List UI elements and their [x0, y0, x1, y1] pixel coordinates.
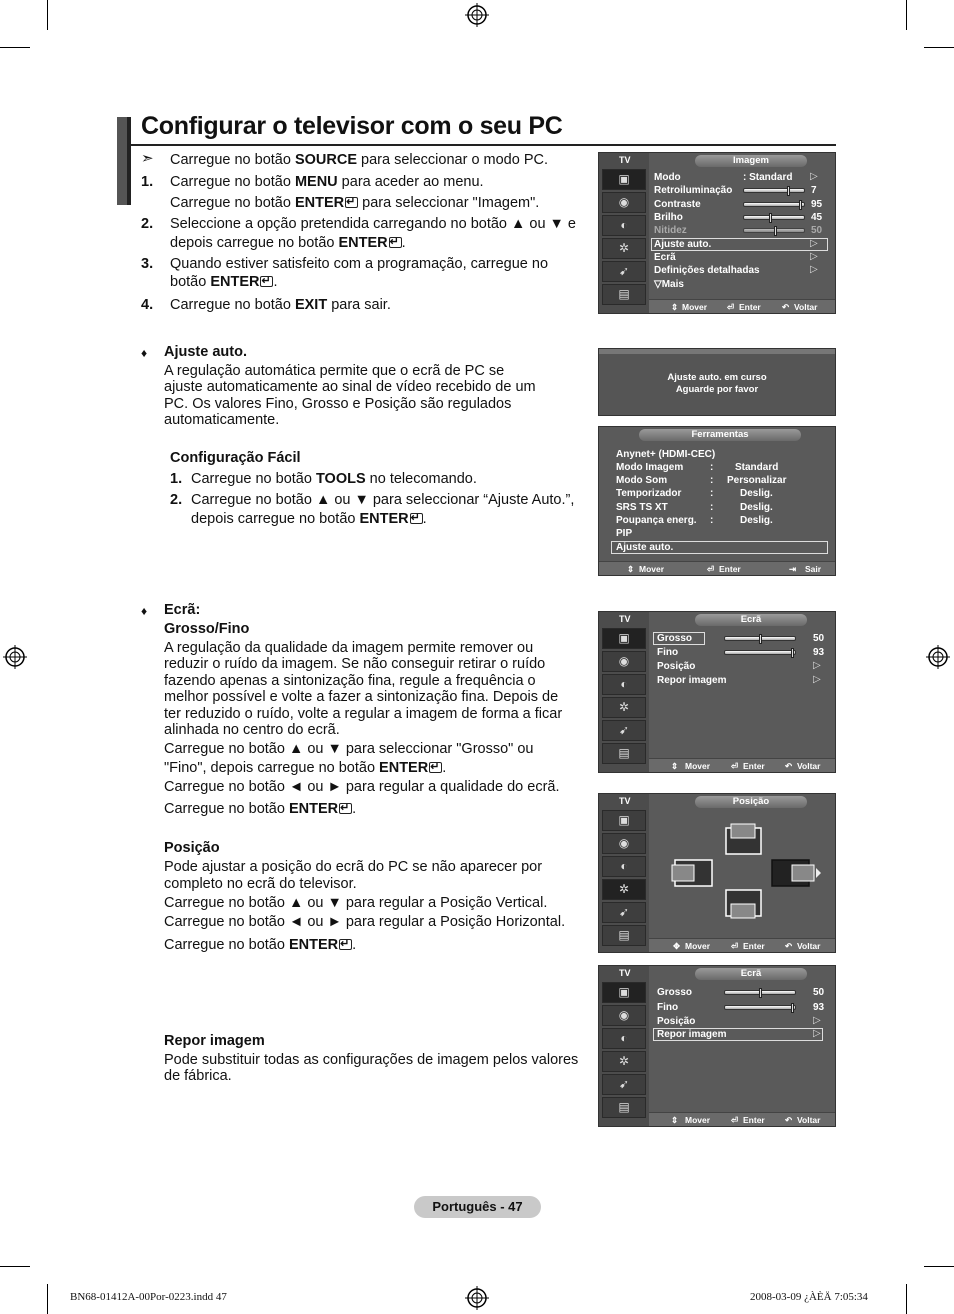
step-2-line-2: depois carregue no botão ENTER↵ . — [170, 235, 406, 252]
osd-slider-knob[interactable] — [769, 213, 772, 223]
sub-heading: Grosso/Fino — [164, 621, 250, 637]
osd-row-label[interactable]: Modo Imagem — [616, 462, 684, 473]
paragraph-line: fazendo apenas a sintonização fina, regule a frequência o — [164, 673, 536, 689]
osd-header: Imagem — [695, 155, 807, 167]
setup-icon: ✲ — [602, 697, 646, 718]
sub-heading: Posição — [164, 840, 220, 856]
osd-row-label[interactable]: Ajuste auto. — [616, 542, 674, 553]
enter-icon — [260, 276, 273, 287]
tools-step-line: Carregue no botão ▲ ou ▼ para seleccionar “Ajuste Auto.”, — [191, 492, 575, 508]
move-icon: ⇕ — [671, 1115, 679, 1125]
step-3-line-2: botão ENTER↵ . — [170, 274, 278, 291]
osd-row-value: : Standard — [743, 172, 793, 183]
arrow-right-icon: ▷ — [813, 674, 821, 685]
step-1-line-1: Carregue no botão MENU para aceder ao menu. — [170, 174, 484, 190]
paragraph-line: de fábrica. — [164, 1068, 232, 1084]
osd-row-label[interactable]: Poupança energ. — [616, 515, 697, 526]
timestamp-slug: 2008-03-09 ¿ÀÈÄ 7:05:34 — [750, 1291, 868, 1303]
step-number: 2. — [141, 216, 154, 232]
input-icon: ➹ — [602, 1074, 646, 1095]
osd-footer-back: Voltar — [797, 761, 821, 771]
osd-tools-menu — [598, 426, 836, 576]
page-title: Configurar o televisor com o seu PC — [141, 112, 563, 140]
paragraph-line: A regulação automática permite que o ecrã de PC se — [164, 363, 505, 379]
osd-row-sep: : — [710, 502, 714, 513]
osd-row-value: 45 — [811, 212, 823, 223]
page-number-badge: Português - 47 — [414, 1196, 541, 1218]
osd-slider — [724, 1005, 796, 1010]
enter-icon — [345, 197, 358, 208]
osd-footer — [649, 938, 835, 952]
application-icon: ▤ — [602, 743, 646, 764]
paragraph-line: Pode substituir todas as configurações de imagem pelos valores — [164, 1052, 579, 1068]
osd-tv-label: TV — [619, 614, 631, 624]
osd-row-label[interactable]: Repor imagem — [657, 1029, 727, 1040]
osd-slider — [743, 202, 805, 207]
osd-row-label[interactable]: Ajuste auto. — [654, 239, 712, 250]
paragraph-line: completo no ecrã do televisor. — [164, 876, 357, 892]
setup-icon: ✲ — [602, 238, 646, 259]
section-heading: Ajuste auto. — [164, 344, 247, 360]
osd-slider-knob[interactable] — [774, 226, 777, 236]
osd-auto-adjust-dialog — [598, 348, 836, 416]
osd-row-value: Standard — [735, 462, 779, 473]
osd-footer — [649, 758, 835, 772]
osd-footer-enter: Enter — [739, 302, 761, 312]
osd-row-label[interactable]: Fino — [657, 647, 679, 658]
picture-icon: ▣ — [602, 810, 646, 831]
return-icon: ↶ — [785, 761, 793, 771]
osd-row-label[interactable]: Posição — [657, 1016, 696, 1027]
enter-icon: ⏎ — [731, 1115, 739, 1125]
step-number: 2. — [170, 492, 183, 508]
osd-dialog-header — [599, 349, 835, 354]
osd-footer-move: Mover — [685, 1115, 711, 1125]
instruction-line: "Fino", depois carregue no botão ENTER↵ . — [164, 760, 446, 777]
move-icon: ⇕ — [627, 564, 635, 574]
osd-sidebar — [599, 612, 649, 772]
section-heading: Ecrã: — [164, 602, 201, 618]
paragraph-line: automaticamente. — [164, 412, 280, 428]
input-icon: ➹ — [602, 261, 646, 282]
osd-sidebar — [599, 153, 649, 313]
osd-slider-knob[interactable] — [791, 1003, 794, 1013]
exit-icon: ⇥ — [789, 564, 797, 574]
osd-footer-back: Voltar — [797, 941, 821, 951]
enter-icon — [429, 762, 442, 773]
osd-footer-move: Mover — [685, 941, 711, 951]
osd-row-label[interactable]: Grosso — [657, 987, 693, 998]
step-number: 3. — [141, 256, 154, 272]
osd-slider — [743, 215, 805, 220]
osd-row-value: 93 — [813, 1002, 825, 1013]
title-rule — [131, 144, 836, 146]
osd-row-sep: : — [710, 515, 714, 526]
osd-row-value: Deslig. — [740, 502, 773, 513]
osd-header: Ecrã — [695, 614, 807, 626]
osd-row-value: 50 — [813, 633, 825, 644]
osd-row-label[interactable]: Nitidez — [654, 225, 687, 236]
input-icon: ➹ — [602, 720, 646, 741]
osd-row-label[interactable]: Temporizador — [616, 488, 682, 499]
enter-icon — [339, 939, 352, 950]
osd-position-menu — [598, 793, 836, 953]
osd-row-value: Personalizar — [727, 475, 787, 486]
arrow-right-icon: ▷ — [813, 1028, 821, 1039]
channel-icon: ◐ — [602, 674, 646, 695]
enter-icon — [339, 803, 352, 814]
setup-icon: ✲ — [602, 879, 646, 900]
sound-icon: ◉ — [602, 833, 646, 854]
diamond-bullet-icon: ♦ — [141, 346, 148, 360]
picture-icon: ▣ — [602, 982, 646, 1003]
osd-tv-label: TV — [619, 796, 631, 806]
osd-row-value: 50 — [811, 225, 823, 236]
instruction-line: Carregue no botão ◄ ou ► para regular a Posição Horizontal. — [164, 914, 566, 930]
osd-row-label[interactable]: Posição — [657, 661, 696, 672]
osd-row-value: 95 — [811, 199, 823, 210]
file-slug: BN68-01412A-00Por-0223.indd 47 — [70, 1291, 227, 1303]
return-icon: ↶ — [785, 941, 793, 951]
osd-dialog-text: Ajuste auto. em curso — [667, 372, 767, 383]
enter-icon — [389, 237, 402, 248]
osd-slider-knob[interactable] — [791, 648, 794, 658]
enter-icon: ⏎ — [727, 302, 735, 312]
input-icon: ➹ — [602, 902, 646, 923]
position-diagram — [651, 810, 835, 938]
osd-row-label[interactable]: ▽Mais — [654, 279, 684, 290]
tools-step-line: Carregue no botão TOOLS no telecomando. — [191, 471, 477, 487]
move-icon: ✥ — [673, 941, 681, 951]
instruction-line: Carregue no botão ▲ ou ▼ para regular a Posição Vertical. — [164, 895, 548, 911]
sound-icon: ◉ — [602, 192, 646, 213]
instruction-line: Carregue no botão ▲ ou ▼ para seleccionar "Grosso" ou — [164, 741, 534, 757]
osd-row-value: Deslig. — [740, 515, 773, 526]
osd-sidebar — [599, 966, 649, 1126]
osd-row-label[interactable]: Fino — [657, 1002, 679, 1013]
osd-row-label[interactable]: Ecrã — [654, 252, 676, 263]
step-2-line-1: Seleccione a opção pretendida carregando no botão ▲ ou ▼ e — [170, 216, 576, 232]
osd-row-label[interactable]: Brilho — [654, 212, 683, 223]
channel-icon: ◐ — [602, 1028, 646, 1049]
registration-mark-icon — [926, 645, 950, 669]
registration-mark-icon — [3, 645, 27, 669]
osd-footer-move: Mover — [682, 302, 708, 312]
osd-row-label[interactable]: PIP — [616, 528, 633, 539]
arrow-right-icon: ▷ — [813, 660, 821, 671]
application-icon: ▤ — [602, 925, 646, 946]
source-instruction: Carregue no botão SOURCE para seleccionar o modo PC. — [170, 152, 549, 168]
paragraph-line: reduzir o ruído da imagem. Se não conseguir retirar o ruído — [164, 656, 546, 672]
application-icon: ▤ — [602, 284, 646, 305]
osd-screen-reset-menu — [598, 965, 836, 1127]
paragraph-line: alinhada no centro do ecrã. — [164, 722, 340, 738]
step-1-line-2: Carregue no botão ENTER↵ para seleccionar "Imagem". — [170, 195, 539, 212]
osd-footer-move: Mover — [685, 761, 711, 771]
enter-icon: ⏎ — [731, 941, 739, 951]
osd-row-label[interactable]: Modo — [654, 172, 681, 183]
instruction-line: Carregue no botão ENTER↵ . — [164, 801, 356, 818]
osd-row-sep: : — [710, 488, 714, 499]
instruction-line: Carregue no botão ◄ ou ► para regular a qualidade do ecrã. — [164, 779, 560, 795]
osd-row-sep: : — [710, 462, 714, 473]
osd-row-label[interactable]: Definições detalhadas — [654, 265, 760, 276]
step-number: 1. — [170, 471, 183, 487]
step-3-line-1: Quando estiver satisfeito com a programação, carregue no — [170, 256, 549, 272]
osd-row-label[interactable]: Retroiluminação — [654, 185, 733, 196]
sub-heading: Configuração Fácil — [170, 450, 301, 466]
osd-row-label[interactable]: Contraste — [654, 199, 701, 210]
title-accent-bar — [127, 117, 131, 205]
arrow-right-icon: ▷ — [810, 171, 818, 182]
return-icon: ↶ — [782, 302, 790, 312]
osd-row-value: 50 — [813, 987, 825, 998]
sub-heading: Repor imagem — [164, 1033, 265, 1049]
paragraph-line: Pode ajustar a posição do ecrã do PC se não aparecer por — [164, 859, 543, 875]
osd-footer-enter: Enter — [743, 761, 765, 771]
osd-tv-label: TV — [619, 968, 631, 978]
osd-footer — [599, 561, 835, 575]
arrow-right-icon: ▷ — [810, 251, 818, 262]
osd-row-label[interactable]: SRS TS XT — [616, 502, 668, 513]
osd-header: Posição — [695, 796, 807, 808]
osd-row-label[interactable]: Anynet+ (HDMI-CEC) — [616, 449, 716, 460]
osd-picture-menu — [598, 152, 836, 314]
arrow-right-icon: ▷ — [810, 264, 818, 275]
step-4-line-1: Carregue no botão EXIT para sair. — [170, 297, 391, 313]
picture-icon: ▣ — [602, 628, 646, 649]
osd-screen-menu — [598, 611, 836, 773]
osd-tv-label: TV — [619, 155, 631, 165]
arrow-right-icon: ▷ — [810, 238, 818, 249]
paragraph-line: PC. Os valores Fino, Grosso e Posição são regulados — [164, 396, 512, 412]
registration-mark-icon — [465, 1286, 489, 1310]
enter-icon: ⏎ — [731, 761, 739, 771]
instruction-line: Carregue no botão ENTER↵ . — [164, 937, 356, 954]
return-icon: ↶ — [785, 1115, 793, 1125]
osd-slider-knob[interactable] — [759, 634, 762, 644]
application-icon: ▤ — [602, 1097, 646, 1118]
move-icon: ⇕ — [671, 761, 679, 771]
osd-slider-knob[interactable] — [759, 988, 762, 998]
osd-footer-enter: Enter — [743, 941, 765, 951]
move-icon: ⇕ — [671, 302, 679, 312]
osd-header: Ferramentas — [639, 429, 801, 441]
enter-icon — [410, 513, 423, 524]
setup-icon: ✲ — [602, 1051, 646, 1072]
arrow-right-icon: ▷ — [813, 1015, 821, 1026]
osd-dialog-text: Aguarde por favor — [675, 384, 759, 395]
sound-icon: ◉ — [602, 1005, 646, 1026]
osd-footer-enter: Enter — [719, 564, 741, 574]
paragraph-line: ajuste automaticamente ao sinal de vídeo recebido de um — [164, 379, 536, 395]
step-number: 1. — [141, 174, 154, 190]
channel-icon: ◐ — [602, 215, 646, 236]
tools-step-line: depois carregue no botão ENTER↵ . — [191, 511, 427, 528]
osd-footer-back: Voltar — [797, 1115, 821, 1125]
osd-slider-knob[interactable] — [799, 200, 802, 210]
osd-row-sep: : — [710, 475, 714, 486]
channel-icon: ◐ — [602, 856, 646, 877]
osd-footer-move: Mover — [639, 564, 665, 574]
registration-mark-icon — [465, 3, 489, 27]
osd-row-label[interactable]: Grosso — [657, 633, 693, 644]
osd-row-value: 93 — [813, 647, 825, 658]
osd-row-value: Deslig. — [740, 488, 773, 499]
osd-footer — [649, 299, 835, 313]
diamond-bullet-icon: ♦ — [141, 604, 148, 618]
step-number: 4. — [141, 297, 154, 313]
sound-icon: ◉ — [602, 651, 646, 672]
osd-slider — [743, 188, 805, 193]
enter-icon: ⏎ — [707, 564, 715, 574]
arrow-icon: ➣ — [141, 150, 154, 167]
osd-footer-exit: Sair — [805, 564, 822, 574]
osd-footer — [649, 1112, 835, 1126]
osd-header: Ecrã — [695, 968, 807, 980]
osd-row-label[interactable]: Modo Som — [616, 475, 668, 486]
osd-footer-enter: Enter — [743, 1115, 765, 1125]
osd-sidebar — [599, 794, 649, 952]
paragraph-line: melhor possível e volte a fazer a sintonização fina. Depois de — [164, 689, 559, 705]
paragraph-line: ter reduzido o ruído, volte a regular a imagem de forma a ficar — [164, 706, 563, 722]
osd-row-label[interactable]: Repor imagem — [657, 675, 727, 686]
osd-slider — [724, 650, 796, 655]
picture-icon: ▣ — [602, 169, 646, 190]
osd-slider-knob[interactable] — [787, 186, 790, 196]
osd-row-value: 7 — [811, 185, 817, 196]
osd-footer-back: Voltar — [794, 302, 818, 312]
paragraph-line: A regulação da qualidade da imagem permite remover ou — [164, 640, 534, 656]
